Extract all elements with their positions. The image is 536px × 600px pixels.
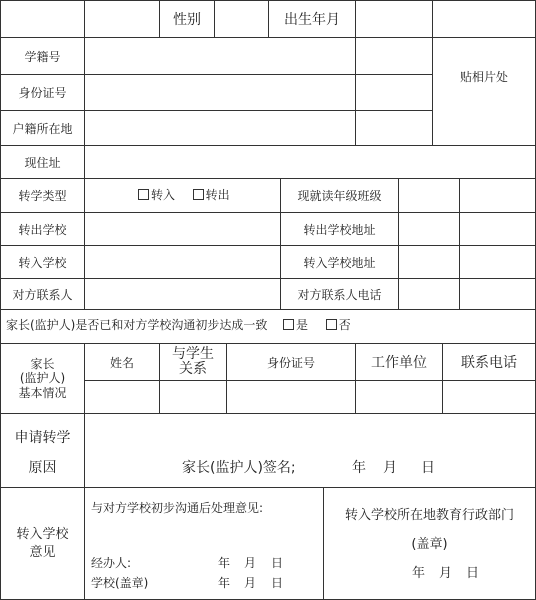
guardian-relation-field[interactable] (160, 381, 225, 412)
school-seal-date-day: 日 (271, 576, 284, 590)
reason-field[interactable] (85, 414, 535, 454)
handler-date-day: 日 (271, 556, 284, 570)
consensus-line (6, 319, 351, 333)
reason-label-line1: 申请转学 (14, 430, 71, 446)
in-school-label: 转入学校 (18, 255, 67, 270)
transfer-type-label: 转学类型 (18, 189, 67, 203)
in-opinion-line2: 意见 (29, 544, 56, 560)
name-field[interactable] (85, 1, 158, 36)
reason-date-month: 月 (383, 460, 397, 476)
guardian-name-field[interactable] (85, 381, 158, 412)
school-seal-date-month: 月 (244, 576, 257, 590)
gender-field[interactable] (215, 1, 267, 36)
other-contact-phone-field[interactable] (399, 279, 535, 308)
consensus-yes-label: 是 (296, 318, 309, 332)
grade-field[interactable] (399, 179, 458, 211)
in-opinion-line1: 转入学校 (16, 526, 69, 542)
consensus-no-checkbox[interactable] (326, 319, 337, 330)
edu-dept-date-year: 年 (412, 566, 426, 581)
other-contact-label: 对方联系人 (12, 287, 73, 302)
edu-dept-seal-label: (盖章) (411, 537, 448, 552)
guardian-id-field[interactable] (227, 381, 354, 412)
id-number-label: 身份证号 (18, 86, 67, 100)
in-school-field[interactable] (85, 246, 279, 277)
transfer-out-checkbox[interactable] (193, 189, 204, 200)
after-communication-opinion: 与对方学校初步沟通后处理意见: (91, 501, 264, 515)
guardian-employer-field[interactable] (356, 381, 441, 412)
col-phone-header: 联系电话 (461, 355, 517, 371)
id-number-field[interactable] (85, 75, 354, 109)
consensus-question: 家长(监护人)是否已和对方学校沟通初步达成一致 (6, 318, 268, 332)
household-label: 户籍所在地 (12, 121, 73, 136)
consensus-yes-checkbox[interactable] (283, 319, 294, 330)
student-id-field[interactable] (85, 38, 354, 73)
reason-date-year: 年 (352, 460, 366, 476)
other-contact-phone-label: 对方联系人电话 (297, 287, 382, 302)
in-school-address-label: 转入学校地址 (303, 255, 376, 270)
reason-date-day: 日 (421, 460, 435, 476)
guardian-label-line1: 家长 (30, 356, 55, 371)
school-seal-date-year: 年 (218, 576, 231, 590)
in-school-opinion-label (1, 488, 84, 599)
current-grade-class-label: 现就读年级班级 (297, 189, 382, 203)
guardian-phone-field[interactable] (443, 381, 535, 412)
handler-label: 经办人: (91, 556, 132, 570)
edu-dept-date-month: 月 (439, 566, 453, 581)
transfer-type-options (136, 189, 230, 203)
other-contact-field[interactable] (85, 279, 279, 308)
birth-field[interactable] (356, 1, 431, 36)
gender-label: 性别 (173, 12, 201, 28)
edu-dept-date-day: 日 (466, 566, 480, 581)
student-id-label: 学籍号 (24, 49, 61, 64)
in-school-opinion-field[interactable] (85, 520, 322, 550)
col-relation-header (160, 344, 226, 380)
consensus-no-label: 否 (338, 318, 351, 332)
guardian-label-line2: (监护人) (19, 371, 66, 386)
edu-dept-label: 转入学校所在地教育行政部门 (344, 508, 514, 523)
class-field[interactable] (460, 179, 535, 211)
birth-label: 出生年月 (284, 12, 340, 28)
handler-date-month: 月 (244, 556, 257, 570)
out-school-field[interactable] (85, 213, 279, 244)
guardian-signature-label: 家长(监护人)签名; (182, 460, 296, 476)
col-employer-header: 工作单位 (371, 355, 427, 371)
school-seal-label: 学校(盖章) (91, 576, 149, 590)
out-school-address-field[interactable] (399, 213, 535, 244)
handler-date-year: 年 (218, 556, 231, 570)
in-school-address-field[interactable] (399, 246, 535, 277)
photo-box[interactable] (433, 38, 535, 144)
col-relation-line2: 关系 (179, 361, 207, 377)
col-id-header: 身份证号 (266, 355, 315, 370)
photo-label: 贴相片处 (459, 69, 508, 84)
guardian-info-label (1, 344, 84, 413)
guardian-label-line3: 基本情况 (18, 385, 67, 400)
transfer-in-checkbox[interactable] (138, 189, 149, 200)
out-school-address-label: 转出学校地址 (303, 222, 376, 237)
col-relation-line1: 与学生 (172, 346, 214, 363)
col-name-header: 姓名 (109, 355, 134, 370)
household-field[interactable] (85, 111, 354, 144)
transfer-out-label: 转出 (205, 188, 230, 202)
current-address-field[interactable] (85, 146, 535, 177)
transfer-in-label: 转入 (151, 188, 176, 202)
current-address-label: 现住址 (24, 155, 61, 170)
reason-label-line2: 原因 (28, 460, 57, 476)
out-school-label: 转出学校 (18, 222, 67, 237)
rule (0, 309, 536, 310)
